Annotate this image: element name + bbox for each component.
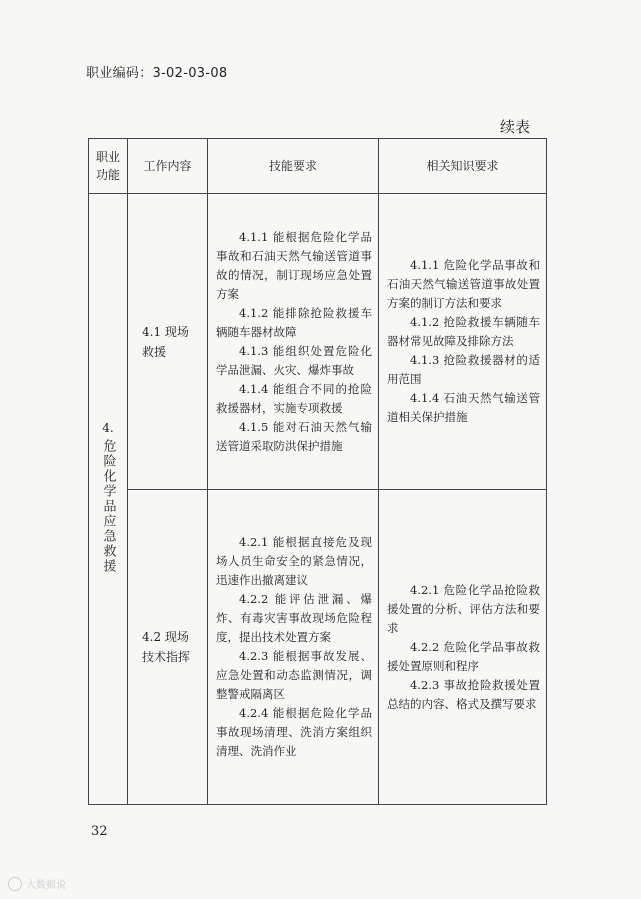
watermark-logo-icon [8,877,22,891]
function-cell [89,194,128,805]
skill-item: 4.2.2 能评估泄漏、爆炸、有毒灾害事故现场危险程度，提出技术处置方案 [216,592,372,644]
occupation-code: 职业编码：3-02-03-08 [86,66,228,81]
table-row [89,194,547,490]
knowledge-item: 4.2.1 危险化学品抢险救援处置的分析、评估方法和要求 [387,582,540,635]
skill-item: 4.2.4 能根据危险化学品事故现场清理、洗消方案组织清理、洗消作业 [216,706,372,758]
knowledge-cell [379,194,547,490]
knowledge-item: 4.1.4 石油天然气输送管道相关保护措施 [387,391,540,424]
skill-item: 4.1.2 能排除抢险救援车辆随车器材故障 [216,305,372,339]
knowledge-item: 4.1.3 抢险救援器材的适用范围 [387,353,540,386]
skills-cell [208,194,379,490]
skill-item: 4.1.5 能对石油天然气输送管道采取防洪保护措施 [216,419,372,453]
knowledge-item: 4.2.2 危险化学品事故救援处置原则和程序 [387,639,540,673]
skill-item: 4.2.1 能根据直接危及现场人员生命安全的紧急情况，迅速作出撤离建议 [216,535,372,587]
skill-item: 4.1.1 能根据危险化学品事故和石油天然气输送管道事故的情况，制订现场应急处置方案 [216,229,372,301]
work-content-cell: 4.1 现场救援 [128,194,208,490]
column-header-skills: 技能要求 [208,139,379,194]
table-header-row [89,139,547,194]
column-header-work-content: 工作内容 [128,139,208,194]
work-content-cell: 4.2 现场技术指挥 [128,490,208,805]
knowledge-item: 4.1.2 抢险救援车辆随车器材常见故障及排除方法 [387,315,540,348]
column-header-knowledge: 相关知识要求 [379,139,547,194]
function-number: 4. [102,421,114,435]
knowledge-item: 4.1.1 危险化学品事故和石油天然气输送管道事故处置方案的制订方法和要求 [387,258,540,310]
column-header-function: 职业功能 [89,139,128,194]
knowledge-cell [379,490,547,805]
continued-label: 续表 [500,118,531,136]
function-name: 危险化学品应急救援 [100,439,116,574]
skill-item: 4.1.4 能组合不同的抢险救援器材，实施专项救援 [216,381,372,415]
skill-item: 4.1.3 能组织处置危险化学品泄漏、火灾、爆炸事故 [216,343,372,377]
skills-table [88,138,547,805]
skills-cell [208,490,379,805]
page-number: 32 [91,824,108,839]
knowledge-item: 4.2.3 事故抢险救援处置总结的内容、格式及撰写要求 [387,677,540,711]
watermark [8,876,66,891]
skill-item: 4.2.3 能根据事故发展、应急处置和动态监测情况，调整警戒隔离区 [216,649,372,701]
table-row [89,490,547,805]
watermark-text: 大数据说 [26,880,66,891]
